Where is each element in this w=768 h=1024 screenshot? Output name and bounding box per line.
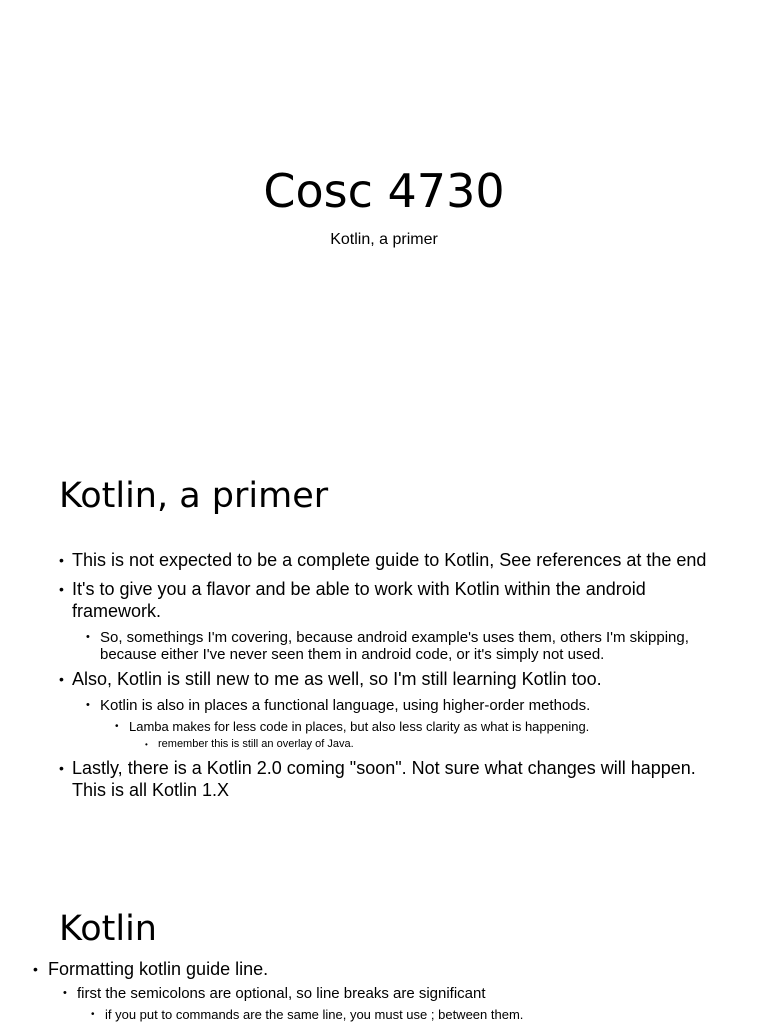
list-item	[33, 1007, 733, 1022]
slide-heading: Kotlin	[59, 909, 157, 949]
bullet-icon: •	[33, 961, 38, 977]
list-item	[59, 719, 719, 734]
bullet-icon: •	[59, 581, 64, 597]
bullet-icon: •	[86, 631, 90, 643]
list-item	[59, 578, 719, 622]
bullet-icon: •	[86, 699, 90, 711]
presentation-title: Cosc 4730	[263, 164, 505, 218]
bullet-text: Lamba makes for less code in places, but also less clarity as what is happening.	[129, 719, 590, 734]
primer-slide	[0, 432, 768, 864]
list-item	[59, 738, 719, 751]
slide-heading: Kotlin, a primer	[59, 476, 329, 516]
bullet-text: Kotlin is also in places a functional language, using higher-order methods.	[100, 697, 591, 714]
bullet-text: So, somethings I'm covering, because android example's uses them, others I'm skipping, because either I've never seen them in android code, or it's simply not used.	[100, 629, 689, 663]
list-item	[59, 629, 719, 663]
list-item	[33, 958, 733, 980]
bullet-text: remember this is still an overlay of Java.	[158, 738, 354, 750]
bullet-text: This is not expected to be a complete guide to Kotlin, See references at the end	[72, 550, 707, 570]
bullet-text: Also, Kotlin is still new to me as well, so I'm still learning Kotlin too.	[72, 669, 602, 689]
bullet-icon: •	[63, 987, 67, 999]
list-item	[59, 668, 719, 690]
bullet-icon: •	[59, 760, 64, 776]
bullet-list	[33, 958, 733, 1024]
bullet-icon: •	[115, 721, 119, 732]
bullet-text: It's to give you a flavor and be able to work with Kotlin within the android framework.	[72, 579, 646, 621]
bullet-text: first the semicolons are optional, so line breaks are significant	[77, 985, 486, 1002]
list-item	[59, 757, 719, 801]
presentation-subtitle: Kotlin, a primer	[330, 231, 438, 248]
bullet-list	[59, 549, 719, 808]
bullet-icon: •	[59, 671, 64, 687]
kotlin-slide	[0, 864, 768, 1024]
bullet-icon: •	[91, 1009, 95, 1020]
list-item	[33, 985, 733, 1002]
bullet-text: Lastly, there is a Kotlin 2.0 coming "soon". Not sure what changes will happen. This is all Kotlin 1.X	[72, 758, 696, 800]
bullet-icon: •	[145, 740, 148, 749]
bullet-text: if you put to commands are the same line, you must use ; between them.	[105, 1007, 524, 1022]
title-slide	[0, 0, 768, 432]
list-item	[59, 549, 719, 571]
list-item	[59, 697, 719, 714]
bullet-icon: •	[59, 552, 64, 568]
bullet-text: Formatting kotlin guide line.	[48, 959, 269, 979]
